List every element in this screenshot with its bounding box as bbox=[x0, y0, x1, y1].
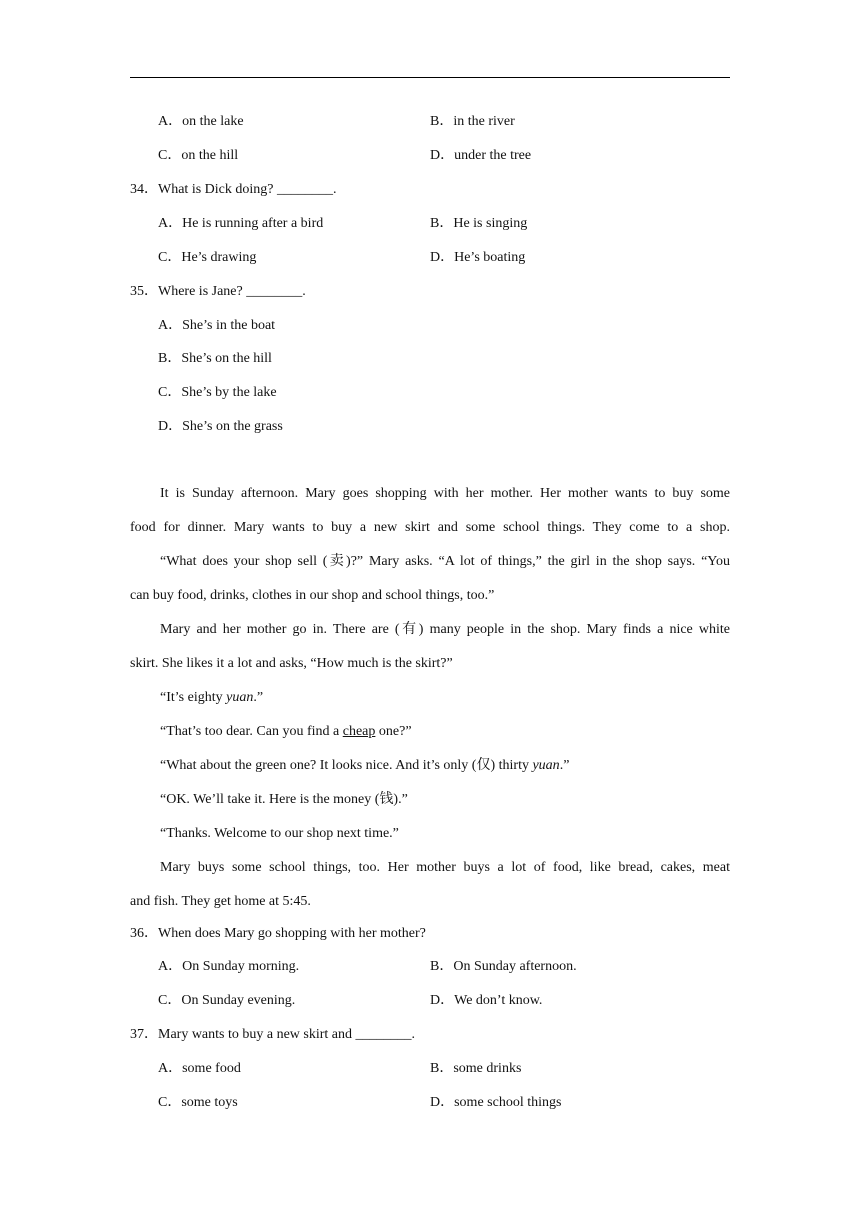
passage-p8: “Thanks. Welcome to our shop next time.” bbox=[160, 826, 399, 841]
q37-option-a: A．some food bbox=[158, 1061, 241, 1076]
q34-option-b: B．He is singing bbox=[430, 216, 528, 231]
q37-stem: 37．Mary wants to buy a new skirt and ________. bbox=[130, 1027, 416, 1042]
q35-option-a: A．She’s in the boat bbox=[158, 318, 276, 333]
q34-stem: 34．What is Dick doing? ________. bbox=[130, 182, 337, 197]
passage-p6 bbox=[130, 749, 730, 783]
passage-p6-text-b: .” bbox=[559, 758, 570, 773]
passage-p5 bbox=[130, 715, 730, 749]
q36-option-a: A．On Sunday morning. bbox=[158, 959, 300, 974]
q33-option-d: D．under the tree bbox=[430, 148, 532, 163]
passage-p9-line1: Mary buys some school things, too. Her mother buys a lot of food, like bread, cakes, meat bbox=[160, 860, 730, 875]
passage-p2-line1: “What does your shop sell (卖)?” Mary asks. “A lot of things,” the girl in the shop says. “You bbox=[160, 554, 730, 569]
q33-option-a: A．on the lake bbox=[158, 114, 244, 129]
header-rule bbox=[130, 77, 730, 78]
q34-option-c: C．He’s drawing bbox=[158, 250, 257, 265]
passage-p5-cheap: cheap bbox=[342, 724, 376, 739]
passage-p9-line2: and fish. They get home at 5:45. bbox=[130, 894, 311, 909]
passage-p5-text-b: one?” bbox=[375, 724, 412, 739]
q33-option-c: C．on the hill bbox=[158, 148, 239, 163]
q36-option-d: D．We don’t know. bbox=[430, 993, 543, 1008]
passage-p3-line2: skirt. She likes it a lot and asks, “How much is the skirt?” bbox=[130, 656, 453, 671]
passage-p1-line2: food for dinner. Mary wants to buy a new skirt and some school things. They come to a shop. bbox=[130, 520, 730, 535]
q36-option-c: C．On Sunday evening. bbox=[158, 993, 296, 1008]
q34-option-a: A．He is running after a bird bbox=[158, 216, 324, 231]
passage-p2-line2: can buy food, drinks, clothes in our shop and school things, too.” bbox=[130, 588, 495, 603]
passage-p4 bbox=[130, 681, 730, 715]
q37-option-d: D．some school things bbox=[430, 1095, 562, 1110]
q35-stem: 35．Where is Jane? ________. bbox=[130, 284, 306, 299]
q37-option-c: C．some toys bbox=[158, 1095, 238, 1110]
q36-stem: 36．When does Mary go shopping with her mother? bbox=[130, 926, 426, 941]
passage-p4-text-a: “It’s eighty bbox=[160, 690, 227, 705]
q37-option-b: B．some drinks bbox=[430, 1061, 522, 1076]
passage-p1-line1: It is Sunday afternoon. Mary goes shopping with her mother. Her mother wants to buy some bbox=[160, 486, 730, 501]
passage-p6-text-a: “What about the green one? It looks nice. And it’s only (仅) thirty bbox=[160, 758, 533, 773]
passage-p3-line1: Mary and her mother go in. There are (有) many people in the shop. Mary finds a nice white bbox=[160, 622, 730, 637]
q33-option-b: B．in the river bbox=[430, 114, 515, 129]
passage-p7: “OK. We’ll take it. Here is the money (钱).” bbox=[160, 792, 408, 807]
passage bbox=[130, 477, 730, 919]
q35-option-c: C．She’s by the lake bbox=[158, 385, 277, 400]
q34-option-d: D．He’s boating bbox=[430, 250, 526, 265]
passage-p4-text-b: .” bbox=[253, 690, 264, 705]
passage-p4-yuan: yuan bbox=[226, 690, 254, 705]
q36-option-b: B．On Sunday afternoon. bbox=[430, 959, 577, 974]
passage-p6-yuan: yuan bbox=[532, 758, 560, 773]
q35-option-d: D．She’s on the grass bbox=[158, 419, 283, 434]
q35-option-b: B．She’s on the hill bbox=[158, 351, 272, 366]
passage-p5-text-a: “That’s too dear. Can you find a bbox=[160, 724, 343, 739]
